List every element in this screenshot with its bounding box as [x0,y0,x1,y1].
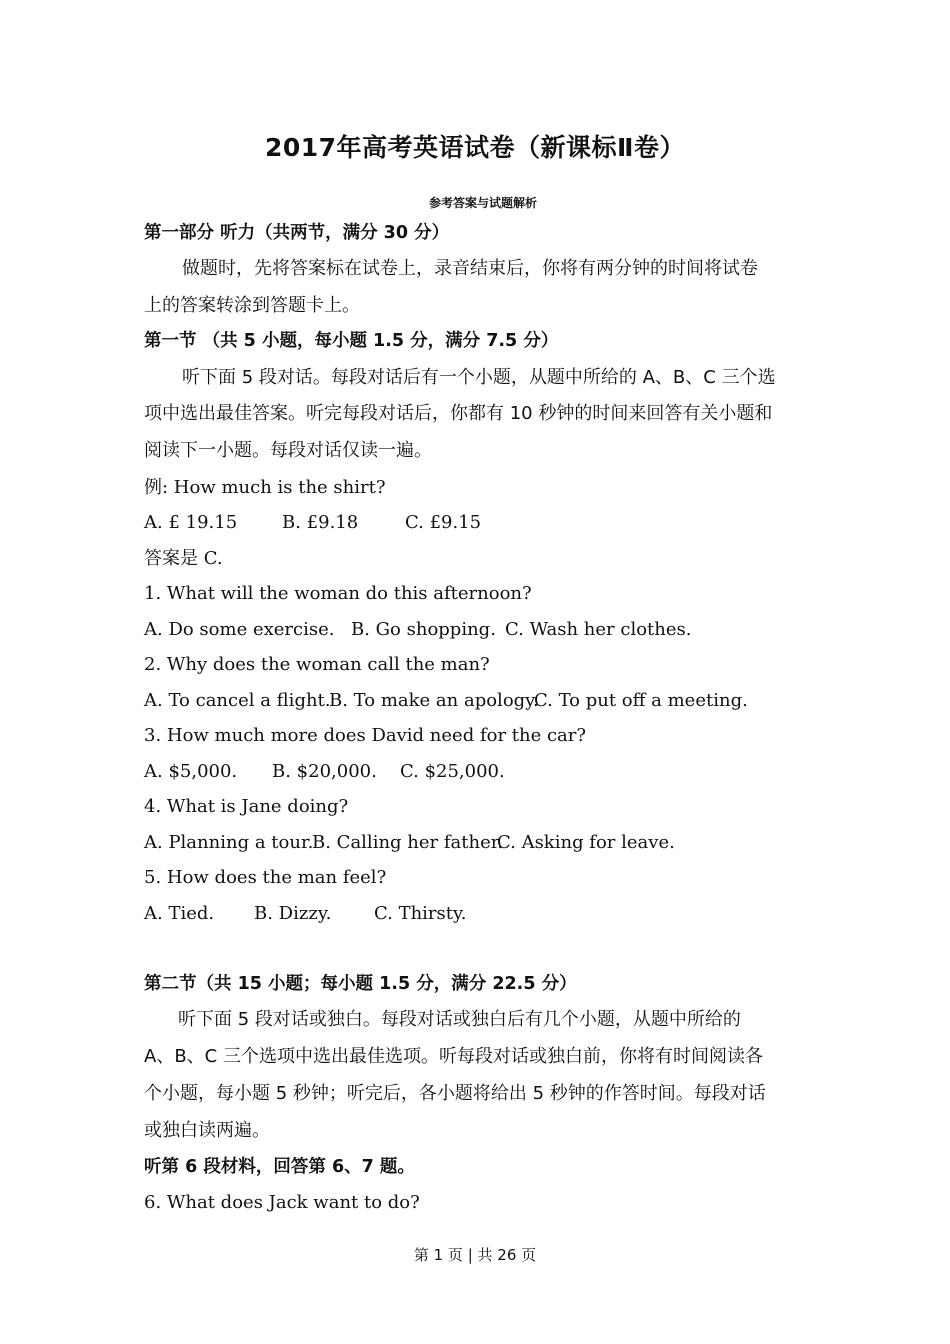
question-1-option-c: C. Wash her clothes. [505,619,692,640]
question-3-option-c: C. $25,000. [400,761,505,782]
question-5-option-b: B. Dizzy. [254,903,332,924]
part1-heading: 第一部分 听力（共两节，满分 30 分） [144,223,450,243]
example-option-a: A. £ 19.15 [144,512,238,533]
question-1-option-a: A. Do some exercise. [144,619,335,640]
question-3: 3. How much more does David need for the car? [144,725,587,746]
question-4-option-c: C. Asking for leave. [497,832,675,853]
example-answer: 答案是 C. [144,548,223,569]
section1-instruction-line: 阅读下一小题。每段对话仅读一遍。 [144,440,432,461]
section1-instruction-line: 听下面 5 段对话。每段对话后有一个小题，从题中所给的 A、B、C 三个选 [182,367,776,388]
question-2: 2. Why does the woman call the man? [144,654,490,675]
example-option-b: B. £9.18 [282,512,359,533]
question-5-option-a: A. Tied. [144,903,215,924]
question-2-option-c: C. To put off a meeting. [534,690,748,711]
question-1-option-b: B. Go shopping. [351,619,496,640]
question-1: 1. What will the woman do this afternoon? [144,583,532,604]
section2-instruction-line: A、B、C 三个选项中选出最佳选项。听每段对话或独白前，你将有时间阅读各 [144,1046,763,1067]
example-option-c: C. £9.15 [405,512,482,533]
section2-heading: 第二节（共 15 小题；每小题 1.5 分，满分 22.5 分） [144,974,577,994]
question-5-option-c: C. Thirsty. [374,903,467,924]
page-subtitle: 参考答案与试题解析 [428,196,537,210]
section2-instruction-line: 或独白读两遍。 [144,1120,270,1141]
page-title: 2017年高考英语试卷（新课标Ⅱ卷） [264,133,686,162]
question-4: 4. What is Jane doing? [144,796,349,817]
question-4-option-a: A. Planning a tour. [144,832,314,853]
example-question: 例: How much is the shirt? [144,477,386,498]
question-4-option-b: B. Calling her father. [312,832,504,853]
page-footer: 第 1 页 | 共 26 页 [413,1246,537,1264]
question-3-option-b: B. $20,000. [272,761,377,782]
question-6: 6. What does Jack want to do? [144,1192,420,1213]
material-heading: 听第 6 段材料，回答第 6、7 题。 [144,1157,415,1177]
section2-instruction-line: 个小题，每小题 5 秒钟；听完后，各小题将给出 5 秒钟的作答时间。每段对话 [144,1083,766,1104]
question-5: 5. How does the man feel? [144,867,387,888]
question-2-option-b: B. To make an apology. [329,690,539,711]
part1-intro-line: 做题时，先将答案标在试卷上，录音结束后，你将有两分钟的时间将试卷 [182,258,758,279]
question-3-option-a: A. $5,000. [144,761,238,782]
question-2-option-a: A. To cancel a flight. [144,690,331,711]
section2-instruction-line: 听下面 5 段对话或独白。每段对话或独白后有几个小题，从题中所给的 [178,1009,741,1030]
section1-heading: 第一节 （共 5 小题，每小题 1.5 分，满分 7.5 分） [144,331,559,351]
part1-intro-line: 上的答案转涂到答题卡上。 [144,295,360,316]
section1-instruction-line: 项中选出最佳答案。听完每段对话后，你都有 10 秒钟的时间来回答有关小题和 [144,403,773,424]
